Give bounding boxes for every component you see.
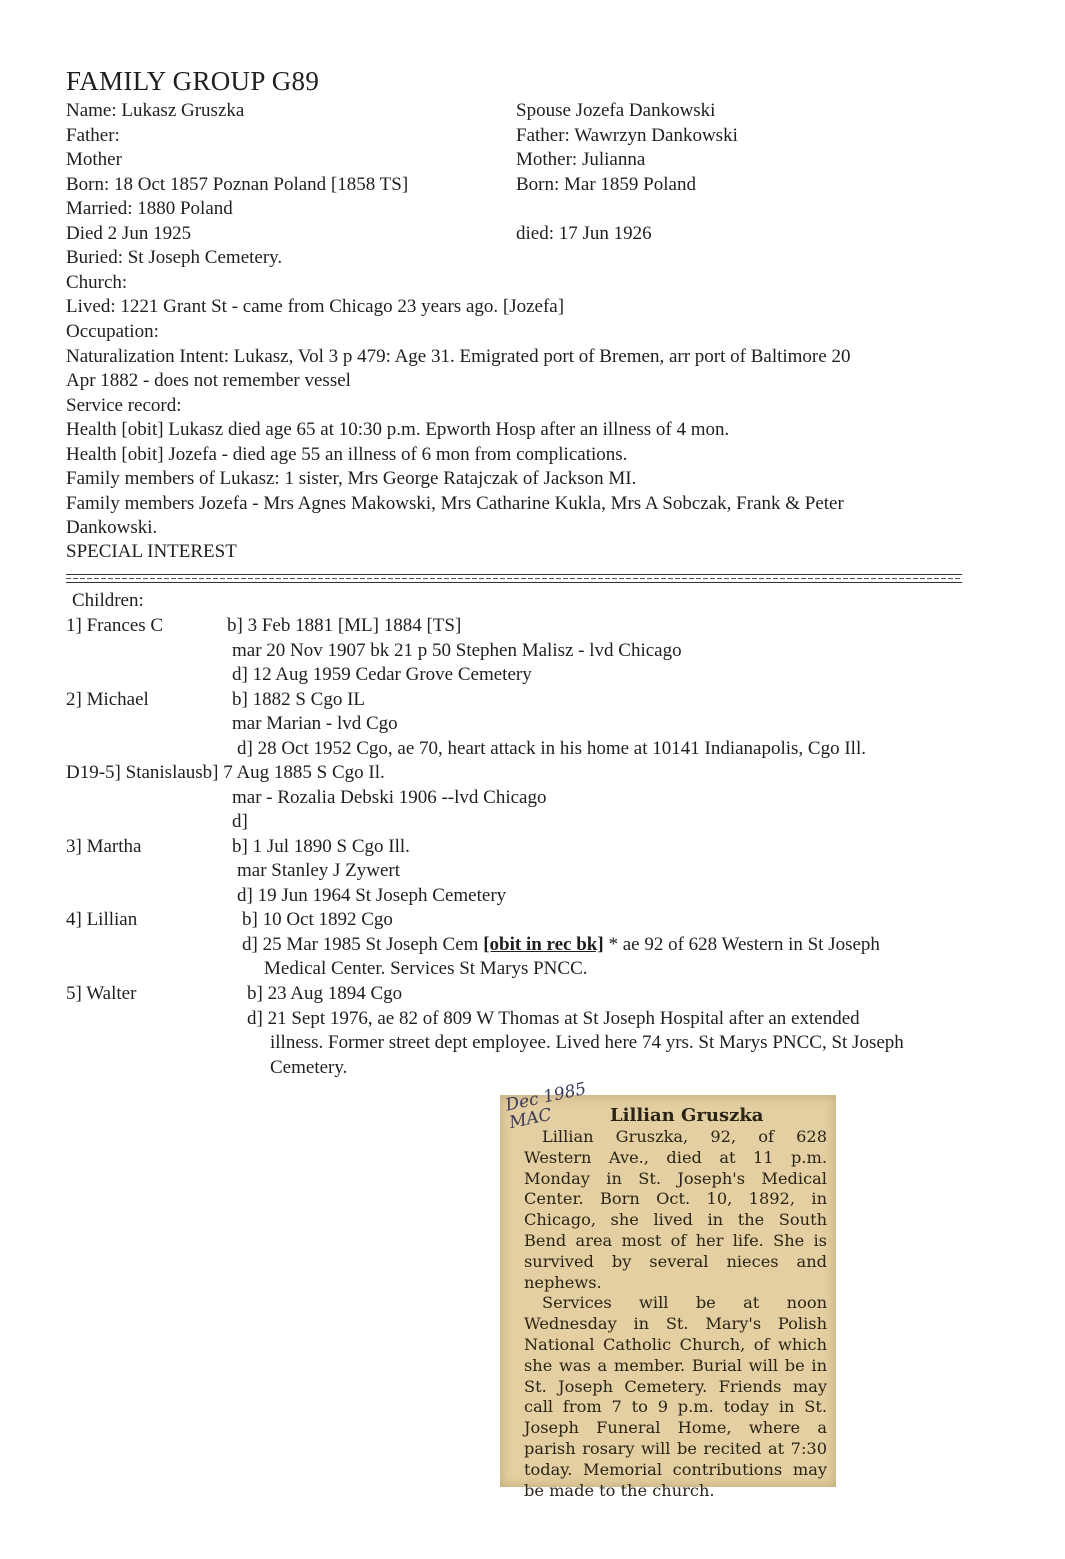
clipping-body	[524, 1127, 827, 1501]
obituary-clipping	[500, 1078, 836, 1500]
child-stanislaus-line: D19-5] Stanislausb] 7 Aug 1885 S Cgo Il.	[66, 762, 385, 783]
mother-line: Mother	[66, 149, 122, 170]
child-died: d] 21 Sept 1976, ae 82 of 809 W Thomas at St Joseph Hospital after an extended	[247, 1008, 860, 1029]
name-line: Name: Lukasz Gruszka	[66, 100, 245, 121]
child-died-text: d] 25 Mar 1985 St Joseph Cem	[242, 934, 484, 955]
child-died-continued: Medical Center. Services St Marys PNCC.	[264, 958, 588, 979]
lived-line: Lived: 1221 Grant St - came from Chicago 23 years ago. [Jozefa]	[66, 296, 565, 317]
health-line-2: Health [obit] Jozefa - died age 55 an illness of 6 mon from complications.	[66, 444, 628, 465]
child-born: b] 1882 S Cgo IL	[232, 689, 365, 710]
child-died	[242, 933, 880, 957]
clipping-paragraph: Lillian Gruszka, 92, of 628 Western Ave., died at 11 p.m. Monday in St. Joseph's Medical Center. Born Oct. 10, 1892, in Chicago, she lived in the South Bend area most of her life. She is survived by several nieces and nephews.	[524, 1127, 827, 1292]
family-jozefa-line-1: Family members Jozefa - Mrs Agnes Makowski, Mrs Catharine Kukla, Mrs A Sobczak, Frank & Peter	[66, 493, 844, 514]
page-title: FAMILY GROUP G89	[66, 66, 320, 96]
child-died: d] 28 Oct 1952 Cgo, ae 70, heart attack in his home at 10141 Indianapolis, Cgo Ill.	[237, 738, 866, 759]
child-died-continued: illness. Former street dept employee. Lived here 74 yrs. St Marys PNCC, St Joseph	[270, 1032, 904, 1053]
clipping-paragraph: Services will be at noon Wednesday in St. Mary's Polish National Catholic Church, of which she was a member. Burial will be in St. Joseph Cemetery. Friends may call from 7 to 9 p.m. today in St. Joseph Funeral Home, where a parish rosary will be recited at 7:30 today. Memorial contributions may be made to the church.	[524, 1293, 827, 1500]
section-divider	[66, 574, 962, 583]
service-line: Service record:	[66, 395, 182, 416]
child-died: d] 12 Aug 1959 Cedar Grove Cemetery	[232, 664, 532, 685]
child-died-text: * ae 92 of 628 Western in St Joseph	[603, 934, 880, 955]
buried-line: Buried: St Joseph Cemetery.	[66, 247, 283, 268]
born-line: Born: 18 Oct 1857 Poznan Poland [1858 TS]	[66, 174, 409, 195]
child-name: 1] Frances C	[66, 615, 164, 636]
child-married: mar 20 Nov 1907 bk 21 p 50 Stephen Malisz - lvd Chicago	[232, 640, 682, 661]
naturalization-line-1: Naturalization Intent: Lukasz, Vol 3 p 479: Age 31. Emigrated port of Bremen, arr port of Baltimore 20	[66, 346, 851, 367]
special-interest-line: SPECIAL INTEREST	[66, 541, 237, 562]
child-married: mar - Rozalia Debski 1906 --lvd Chicago	[232, 787, 547, 808]
child-died: d] 19 Jun 1964 St Joseph Cemetery	[237, 885, 507, 906]
child-name: 4] Lillian	[66, 909, 138, 930]
family-lukasz-line: Family members of Lukasz: 1 sister, Mrs George Ratajczak of Jackson MI.	[66, 468, 637, 489]
child-born: b] 3 Feb 1881 [ML] 1884 [TS]	[227, 615, 462, 636]
church-line: Church:	[66, 272, 128, 293]
children-label: Children:	[72, 590, 144, 611]
child-married: mar Marian - lvd Cgo	[232, 713, 398, 734]
spouse-born-line: Born: Mar 1859 Poland	[516, 174, 696, 195]
married-line: Married: 1880 Poland	[66, 198, 233, 219]
died-line: Died 2 Jun 1925	[66, 223, 192, 244]
handwritten-note: Dec 1985 MAC	[503, 1078, 589, 1134]
spouse-line: Spouse Jozefa Dankowski	[516, 100, 716, 121]
child-married: mar Stanley J Zywert	[237, 860, 401, 881]
child-born: b] 1 Jul 1890 S Cgo Ill.	[232, 836, 410, 857]
father-line: Father:	[66, 125, 120, 146]
family-jozefa-line-2: Dankowski.	[66, 517, 158, 538]
child-born: b] 23 Aug 1894 Cgo	[247, 983, 403, 1004]
naturalization-line-2: Apr 1882 - does not remember vessel	[66, 370, 351, 391]
clipping-headline: Lillian Gruszka	[610, 1105, 764, 1126]
health-line-1: Health [obit] Lukasz died age 65 at 10:30 p.m. Epworth Hosp after an illness of 4 mon.	[66, 419, 730, 440]
occupation-line: Occupation:	[66, 321, 159, 342]
spouse-mother-line: Mother: Julianna	[516, 149, 646, 170]
child-died-continued: Cemetery.	[270, 1057, 348, 1078]
child-born: b] 10 Oct 1892 Cgo	[242, 909, 393, 930]
child-name: 2] Michael	[66, 689, 149, 710]
spouse-father-line: Father: Wawrzyn Dankowski	[516, 125, 738, 146]
spouse-died-line: died: 17 Jun 1926	[516, 223, 652, 244]
child-name: 3] Martha	[66, 836, 142, 857]
child-name: 5] Walter	[66, 983, 137, 1004]
child-died: d]	[232, 811, 248, 832]
obit-reference-link: [obit in rec bk]	[483, 934, 604, 955]
